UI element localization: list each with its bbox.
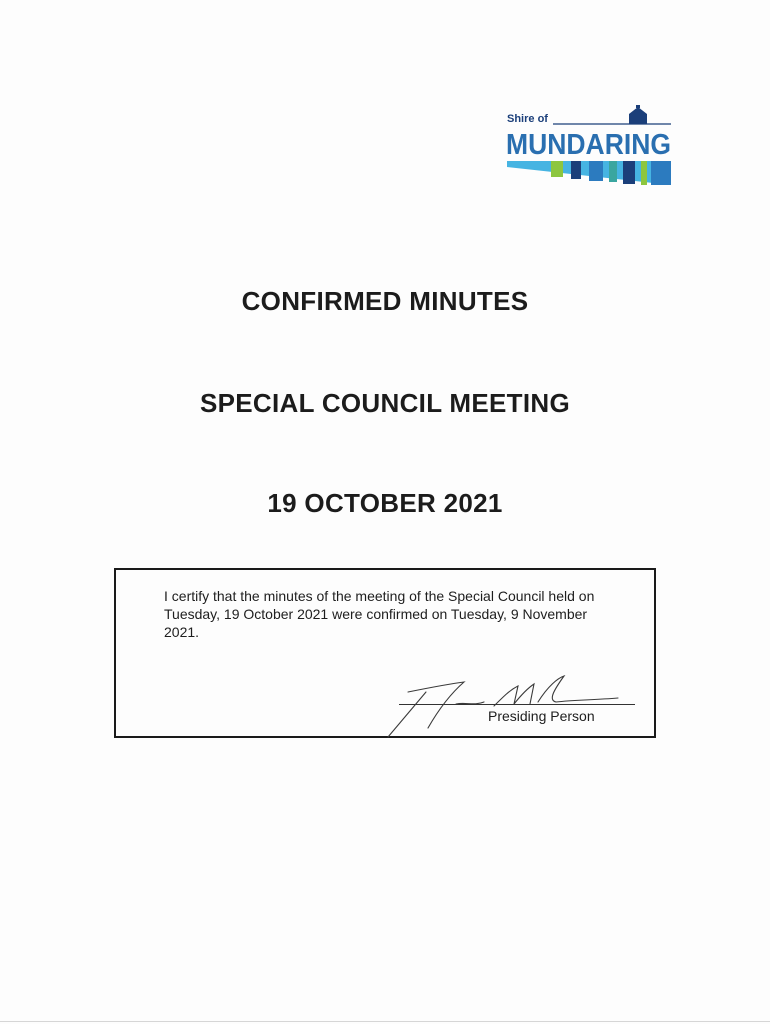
certification-box — [114, 568, 656, 738]
logo-color-bars — [507, 161, 671, 185]
document-title: CONFIRMED MINUTES — [241, 286, 529, 316]
building-icon — [629, 105, 647, 124]
presiding-person-label: Presiding Person — [488, 708, 595, 724]
logo-mundaring-text: MUNDARING — [506, 129, 671, 161]
shire-of-mundaring-logo — [505, 105, 673, 185]
signature-line — [399, 704, 635, 705]
page-edge-divider — [0, 1021, 770, 1022]
handwritten-signature — [378, 662, 640, 738]
logo-shire-of-text: Shire of — [507, 113, 548, 125]
certification-statement: I certify that the minutes of the meeting of the Special Council held on Tuesday, 19 October 2021 were confirmed on Tuesday, 9 November 2021. — [164, 588, 595, 640]
meeting-type-title: SPECIAL COUNCIL MEETING — [200, 388, 570, 418]
meeting-date-title: 19 OCTOBER 2021 — [267, 488, 503, 518]
